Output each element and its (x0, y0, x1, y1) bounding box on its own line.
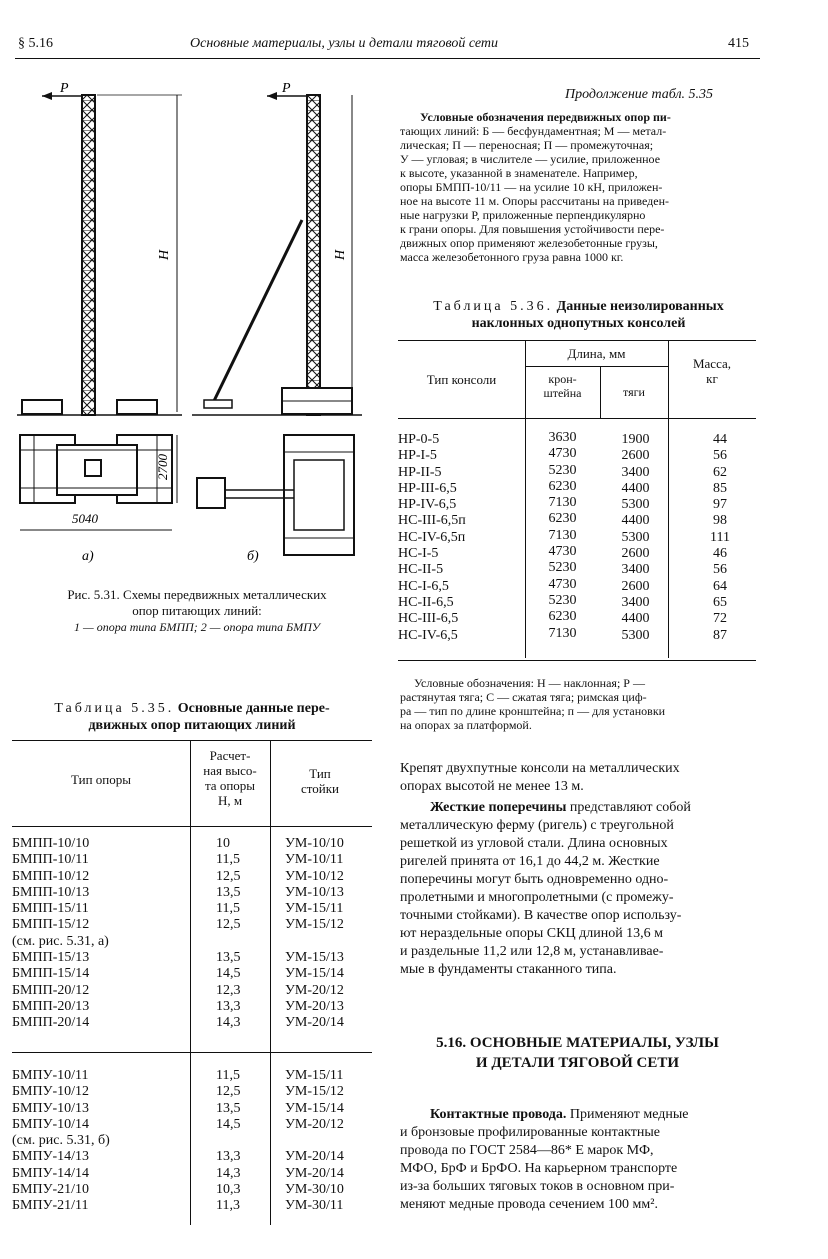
table-5-35-caption (12, 700, 372, 734)
table-cell: 4400 (621, 480, 650, 496)
note-line: к грани опоры. Для повышения устойчивости пере- (400, 222, 665, 236)
text-line: пролетными и многопролетными (с промежу- (400, 890, 674, 905)
table-cell: 7130 (548, 495, 577, 511)
table-cell: 5230 (548, 592, 577, 608)
table-cell: УМ-10/11 (285, 852, 344, 868)
section-title-line-1: 5.16. ОСНОВНЫЕ МАТЕРИАЛЫ, УЗЛЫ (436, 1035, 719, 1051)
table-cell (285, 1133, 344, 1149)
caption-text-2: наклонных однопутных консолей (471, 316, 686, 331)
col-header-stand: Тип стойки (300, 766, 339, 796)
table-row: НС-IV-6,5 (398, 627, 458, 643)
table-cell: 5300 (621, 497, 650, 513)
force-label-b: P (282, 81, 291, 96)
col-header-type: Тип консоли (426, 372, 497, 387)
text-line: Крепят двухпутные консоли на металлических (400, 761, 680, 776)
header-rule (15, 58, 760, 59)
table-cell: 6230 (548, 609, 577, 625)
running-title: Основные материалы, узлы и детали тяговой сети (190, 36, 499, 51)
table-cell: УМ-20/14 (285, 1015, 344, 1031)
table-row: БМПП-15/11 (12, 901, 89, 917)
col-header-type: Тип опоры (71, 772, 131, 787)
table-5-35-group1-stand (285, 836, 344, 1032)
note-line: к высоте, указанной в знаменателе. Например, (400, 166, 638, 180)
table-cell: УМ-10/13 (285, 884, 344, 900)
table-cell: 12,5 (216, 1084, 241, 1100)
table-row: БМПУ-10/13 (12, 1100, 90, 1116)
mast-b (307, 95, 320, 415)
table-5-35-group1-type (12, 836, 109, 1032)
table-row: БМПП-10/12 (12, 868, 90, 884)
caption-text: Данные неизолированных (556, 299, 724, 314)
table-cell: УМ-15/14 (285, 966, 344, 982)
table-cell: 7130 (548, 625, 577, 641)
table-5-36-col-mass (690, 432, 750, 644)
page-number: 415 (728, 36, 749, 51)
table-cell: 2600 (621, 546, 650, 562)
lead-term: Жесткие поперечины (430, 800, 567, 815)
table-cell: УМ-20/14 (285, 1149, 344, 1165)
table-cell: 46 (713, 546, 727, 562)
table-5-35-group2-height (216, 1068, 241, 1215)
note-line: лическая; П — переносная; П — промежуточная; (400, 138, 654, 152)
caption-prefix: Таблица 5.35. (54, 701, 175, 716)
table-row: НС-III-6,5 (398, 611, 459, 627)
table-cell: УМ-30/10 (285, 1182, 344, 1198)
table-cell: 56 (713, 562, 727, 578)
text-line: ригелей принята от 16,1 до 44,2 м. Жесткие (400, 854, 660, 869)
table-cell: 5300 (621, 627, 650, 643)
table-cell: 97 (713, 497, 727, 513)
table-cell: 2600 (621, 448, 650, 464)
table-5-35-group2-stand (285, 1068, 344, 1215)
section-title-line-2: И ДЕТАЛИ ТЯГОВОЙ СЕТИ (475, 1055, 680, 1071)
table-cell: 13,3 (216, 998, 241, 1014)
strut-b (212, 220, 302, 405)
note-line: движных опор применяют железобетонные грузы, (400, 236, 658, 250)
plan-view-a (20, 435, 172, 503)
table-row: БМПУ-21/11 (12, 1198, 89, 1214)
table-cell: 4400 (621, 611, 650, 627)
table-row: НС-I-5 (398, 546, 439, 562)
table-cell: 4730 (548, 446, 577, 462)
table-5-36-col-bracket (530, 430, 595, 642)
table-cell (285, 934, 344, 950)
table-5-36-col-type (398, 432, 466, 644)
caption-prefix: Таблица 5.36. (433, 299, 554, 314)
table-cell: УМ-15/11 (285, 1068, 344, 1083)
table-cell: 5230 (548, 560, 577, 576)
table-row: НР-II-5 (398, 464, 442, 480)
paragraph-contact-wires (400, 1106, 755, 1214)
section-number: § 5.16 (18, 36, 53, 51)
table-cell: 2600 (621, 578, 650, 594)
table-row: БМПУ-14/13 (12, 1149, 90, 1165)
table-row: БМПУ-14/14 (12, 1165, 90, 1181)
note-line: Условные обозначения: Н — наклонная; Р — (414, 676, 645, 690)
table-row: НС-II-6,5 (398, 594, 454, 610)
label-b: б) (247, 549, 259, 564)
table-cell: 64 (713, 578, 727, 594)
table-row: БМПП-10/11 (12, 852, 89, 868)
paragraph-cross-beams (400, 799, 755, 979)
notes-table-5-35 (400, 110, 757, 264)
table-row: БМПП-15/13 (12, 950, 90, 966)
dim-2700: 2700 (155, 454, 170, 480)
text-line: опорах высотой не менее 13 м. (400, 779, 584, 794)
table-cell (216, 1133, 241, 1149)
table-cell: 4400 (621, 513, 650, 529)
table-cell: 3400 (621, 594, 650, 610)
note-line: ное на высоте 11 м. Опоры рассчитаны на приведен- (400, 194, 670, 208)
table-cell: УМ-10/10 (285, 836, 344, 851)
text-line: меняют медные провода сечением 100 мм². (400, 1197, 658, 1212)
figure-caption (12, 587, 382, 635)
plan-view-b (197, 435, 354, 555)
lead-term: Контактные провода. (430, 1107, 567, 1122)
dim-5040: 5040 (72, 511, 98, 526)
table-row: БМПП-20/13 (12, 998, 90, 1014)
table-row: НС-II-5 (398, 562, 444, 578)
table-cell: 3630 (548, 430, 577, 445)
table-row: (см. рис. 5.31, б) (12, 1133, 110, 1149)
table-row: БМПП-20/12 (12, 982, 90, 998)
text-line: и раздельные 11,2 или 12,8 м, устанавливае- (400, 944, 664, 959)
table-cell: 3400 (621, 464, 650, 480)
table-5-35-group1-height (216, 836, 241, 1032)
caption-text: Основные данные пере- (177, 701, 330, 716)
table-cell: 111 (710, 529, 730, 545)
table-cell: 7130 (548, 527, 577, 543)
col-header-rod: тяги (623, 385, 645, 399)
table-cell: УМ-10/12 (285, 868, 344, 884)
table-cell: 13,5 (216, 1100, 241, 1116)
table-5-35-group2-type (12, 1068, 110, 1215)
group-divider (12, 1052, 372, 1053)
table-cell: УМ-20/14 (285, 1165, 344, 1181)
table-cell: 85 (713, 480, 727, 496)
table-row: БМПУ-10/14 (12, 1116, 90, 1132)
table-cell: 56 (713, 448, 727, 464)
table-row: БМПП-15/14 (12, 966, 90, 982)
table-cell: 12,5 (216, 868, 241, 884)
table-cell: 65 (713, 594, 727, 610)
table-cell: 62 (713, 464, 727, 480)
table-cell: 12,3 (216, 982, 241, 998)
text-line: представляют собой (566, 800, 691, 815)
table-cell: УМ-30/11 (285, 1198, 344, 1214)
table-cell: УМ-20/12 (285, 982, 344, 998)
col-header-length: Длина, мм (567, 346, 626, 361)
caption-text-2: движных опор питающих линий (88, 718, 296, 733)
continuation-label: Продолжение табл. 5.35 (565, 87, 714, 102)
table-row: НР-I-5 (398, 448, 437, 464)
table-cell: 11,5 (216, 901, 240, 917)
text-line: поперечины могут быть одновременно одно- (400, 872, 669, 887)
table-cell: 14,3 (216, 1015, 241, 1031)
table-cell: УМ-20/13 (285, 998, 344, 1014)
paragraph-consoles (400, 760, 755, 796)
figure-5-31 (12, 80, 382, 580)
table-row: БМПП-10/13 (12, 884, 90, 900)
note-line: ра — тип по длине кронштейна; п — для установки (400, 704, 666, 718)
note-line: растянутая тяга; С — сжатая тяга; римская циф- (400, 690, 647, 704)
text-line: ют нераздельные опоры СКЦ длиной 13,6 м (400, 926, 664, 941)
table-cell: 14,5 (216, 1116, 241, 1132)
table-cell: УМ-15/14 (285, 1100, 344, 1116)
col-header-bracket: крон- штейна (543, 372, 582, 400)
table-5-36-col-rod (603, 432, 668, 644)
table-row: БМПУ-10/12 (12, 1084, 90, 1100)
table-row: БМПУ-10/11 (12, 1068, 89, 1083)
note-line: У — угловая; в числителе — усилие, приложенное (400, 152, 661, 166)
table-cell: УМ-15/12 (285, 1084, 344, 1100)
table-cell (216, 934, 241, 950)
table-cell: 4730 (548, 576, 577, 592)
text-line: точными стойками). В качестве опор использу- (400, 908, 682, 923)
table-5-36-caption (400, 298, 757, 332)
table-cell: 10 (216, 836, 230, 851)
table-cell: 6230 (548, 478, 577, 494)
table-cell: 87 (713, 627, 727, 643)
table-cell: 5300 (621, 529, 650, 545)
note-line: ные нагрузки P, приложенные перпендикулярно (400, 208, 646, 222)
table-cell: 14,5 (216, 966, 241, 982)
table-row: БМПУ-21/10 (12, 1182, 90, 1198)
note-line: масса железобетонного груза равна 1000 кг. (400, 250, 624, 264)
table-cell: 11,3 (216, 1198, 240, 1214)
table-cell: 10,3 (216, 1182, 241, 1198)
table-row: (см. рис. 5.31, а) (12, 933, 109, 949)
note-line: опоры БМПП-10/11 — на усилие 10 кН, приложен- (400, 180, 663, 194)
table-cell: 13,5 (216, 884, 241, 900)
table-row: НС-I-6,5 (398, 578, 449, 594)
note-line: Условные обозначения передвижных опор пи- (420, 110, 671, 124)
text-line: решеткой из угловой стали. Длина основных (400, 836, 668, 851)
table-row: НР-0-5 (398, 432, 440, 447)
table-row: БМПП-10/10 (12, 836, 90, 851)
text-line: Применяют медные (566, 1107, 689, 1122)
notes-table-5-36 (400, 676, 757, 732)
table-cell: УМ-20/12 (285, 1116, 344, 1132)
height-label-b: H (333, 249, 348, 260)
table-row: БМПП-15/12 (12, 917, 90, 933)
table-row: НР-IV-6,5 (398, 497, 457, 513)
caption-line-1: Рис. 5.31. Схемы передвижных металлических (67, 587, 327, 602)
table-row: НР-III-6,5 (398, 480, 457, 496)
table-cell: 44 (713, 432, 727, 447)
table-cell: 98 (713, 513, 727, 529)
text-line: мые в фундаменты стаканного типа. (400, 962, 617, 977)
note-line: тающих линий: Б — бесфундаментная; М — метал- (400, 124, 667, 138)
table-cell: 14,3 (216, 1165, 241, 1181)
table-row: НС-IV-6,5п (398, 529, 466, 545)
table-cell: УМ-15/13 (285, 950, 344, 966)
col-header-mass: Масса, кг (692, 356, 732, 386)
note-line: на опорах за платформой. (400, 718, 532, 732)
text-line: МФО, БрФ и БрФО. На карьерном транспорте (400, 1161, 678, 1176)
label-a: а) (82, 549, 94, 564)
table-row: НС-III-6,5п (398, 513, 466, 529)
text-line: провода по ГОСТ 2584—86* Е марок МФ, (400, 1143, 654, 1158)
table-cell: 13,5 (216, 950, 241, 966)
section-heading (400, 1033, 755, 1073)
table-cell: 1900 (621, 432, 650, 447)
table-row: БМПП-20/14 (12, 1015, 90, 1031)
mast-a (82, 95, 95, 415)
table-cell: 5230 (548, 462, 577, 478)
table-cell: 4730 (548, 544, 577, 560)
table-cell: УМ-15/12 (285, 917, 344, 933)
table-cell: 72 (713, 611, 727, 627)
text-line: из-за больших тяговых токов в основном при- (400, 1179, 675, 1194)
table-cell: 11,5 (216, 1068, 240, 1083)
text-line: металлическую ферму (ригель) с треугольной (400, 818, 674, 833)
height-label-a: H (157, 249, 172, 260)
table-cell: 13,3 (216, 1149, 241, 1165)
col-header-height: Расчет- ная высо- та опоры H, м (203, 748, 257, 808)
table-cell: УМ-15/11 (285, 901, 344, 917)
caption-line-3: 1 — опора типа БМПП; 2 — опора типа БМПУ (74, 620, 320, 634)
table-cell: 12,5 (216, 917, 241, 933)
force-label-a: P (60, 81, 69, 96)
table-cell: 11,5 (216, 852, 240, 868)
text-line: и бронзовые профилированные контактные (400, 1125, 660, 1140)
table-cell: 3400 (621, 562, 650, 578)
table-cell: 6230 (548, 511, 577, 527)
caption-line-2: опор питающих линий: (132, 603, 262, 618)
